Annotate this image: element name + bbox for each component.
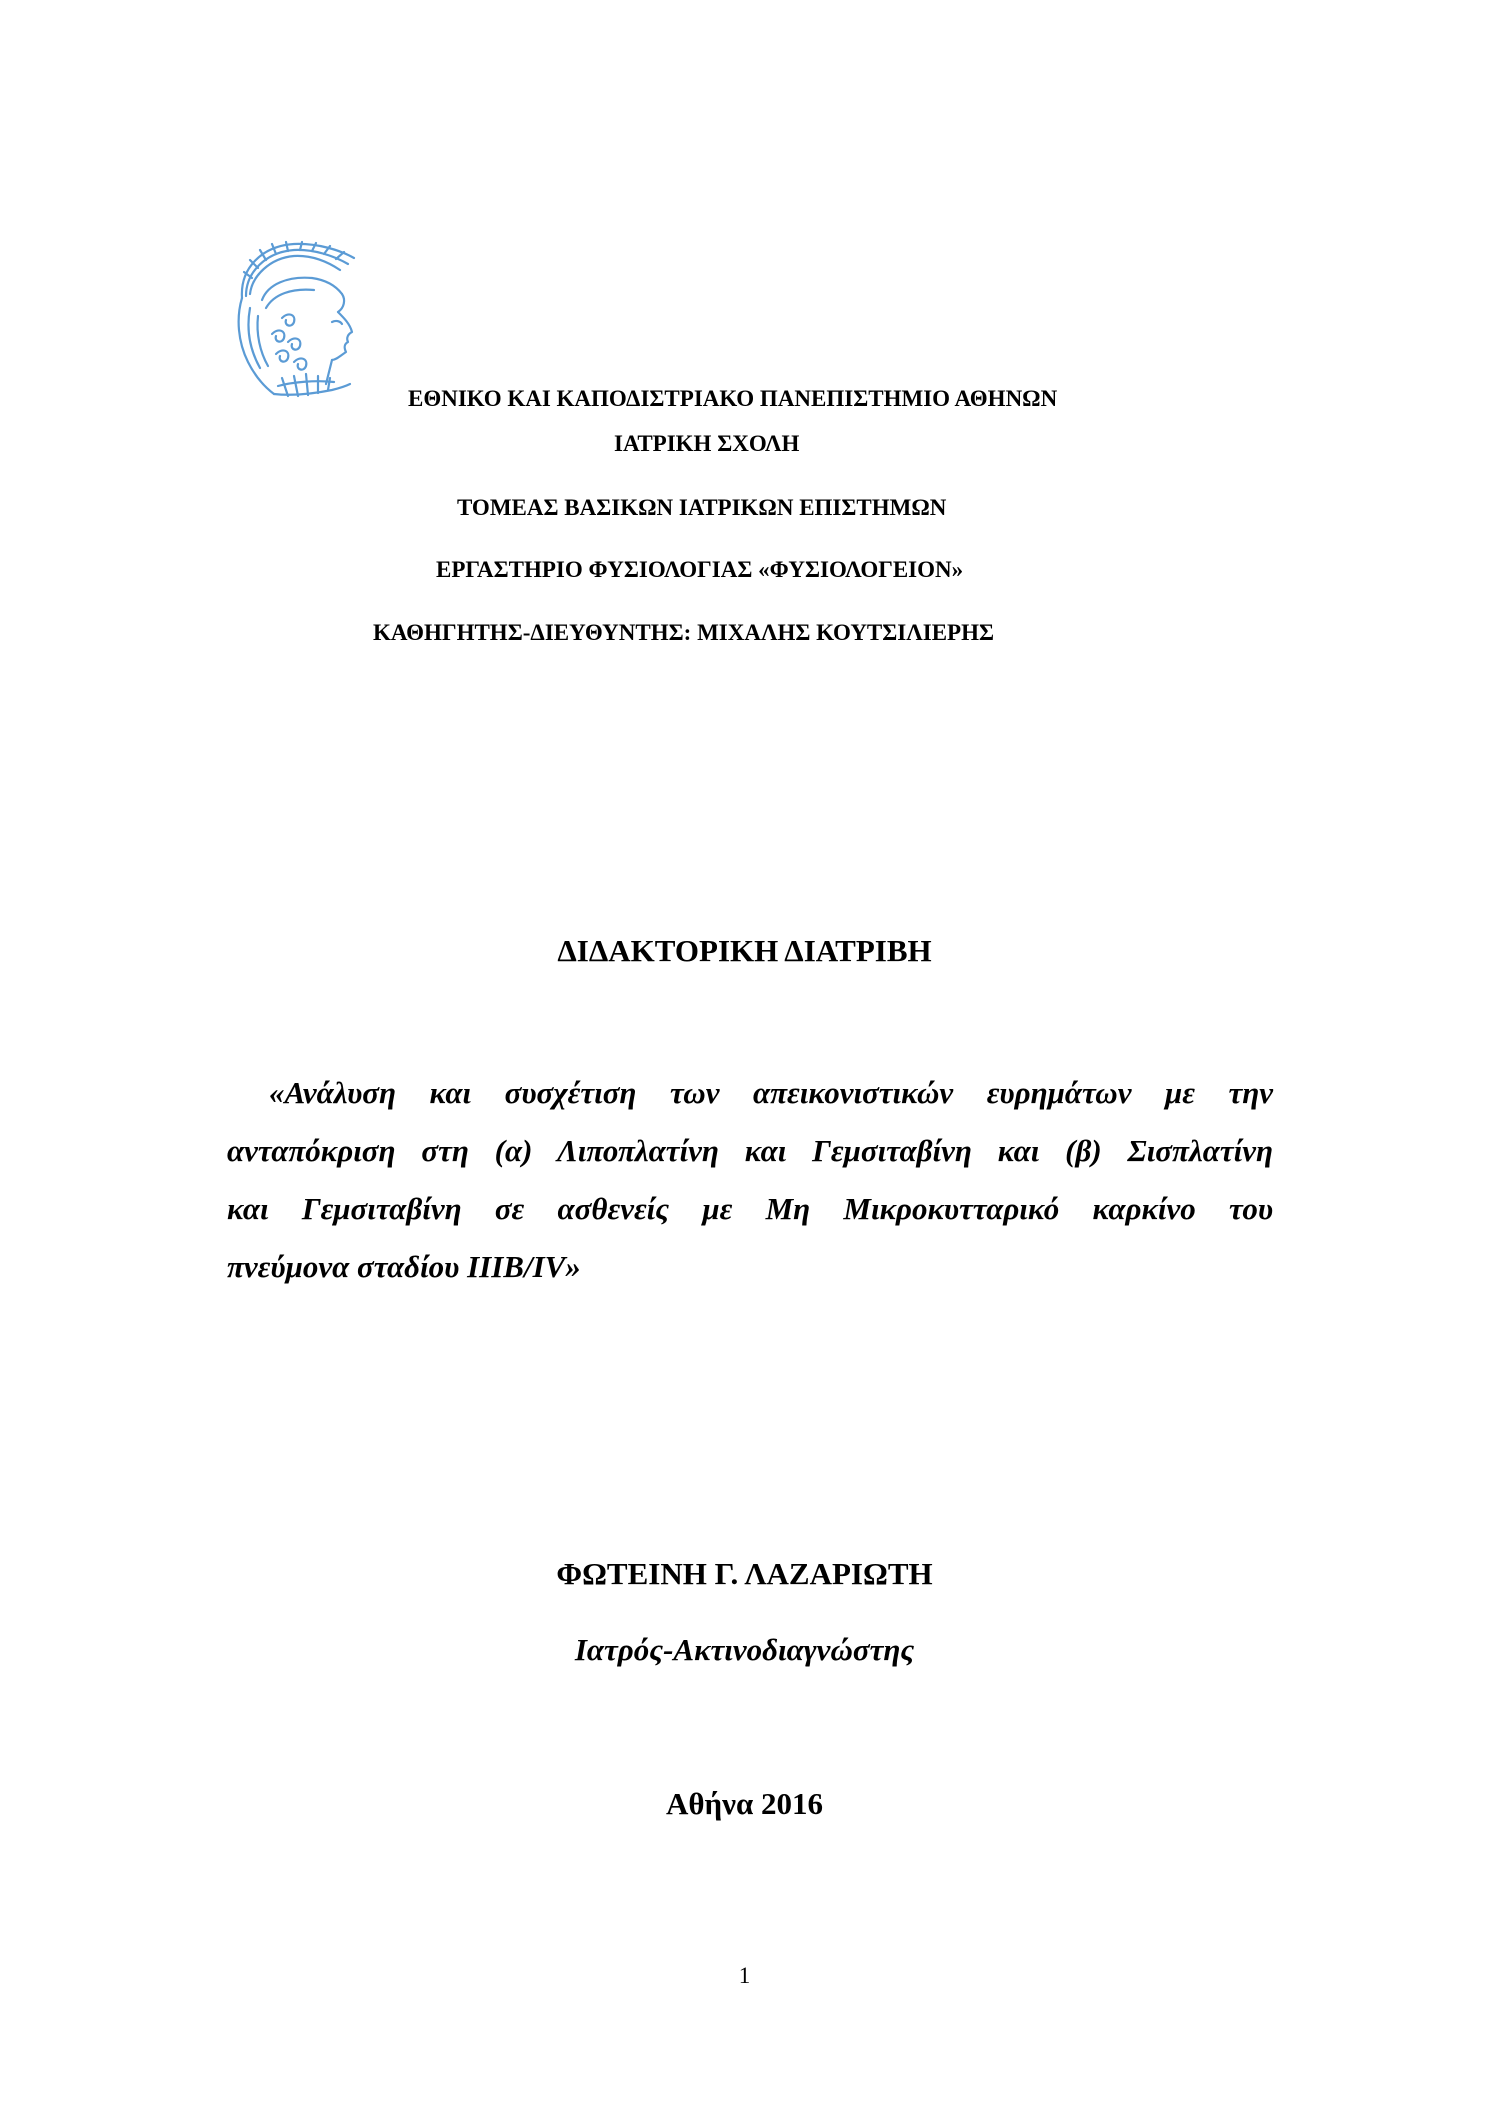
department-name: ΤΟΜΕΑΣ ΒΑΣΙΚΩΝ ΙΑΤΡΙΚΩΝ ΕΠΙΣΤΗΜΩΝ	[457, 495, 947, 520]
thesis-type-heading: ΔΙΔΑΚΤΟΡΙΚΗ ΔΙΑΤΡΙΒΗ	[557, 933, 932, 968]
thesis-title-line: πνεύμονα σταδίου ΙΙΙΒ/IV»	[227, 1249, 581, 1284]
thesis-title-line: «Ανάλυση και συσχέτιση των απεικονιστικών ευρημάτων με την	[269, 1075, 1273, 1110]
school-name: ΙΑΤΡΙΚΗ ΣΧΟΛΗ	[614, 431, 800, 456]
page-number: 1	[738, 1963, 751, 1988]
author-role: Ιατρός-Ακτινοδιαγνώστης	[574, 1632, 915, 1667]
thesis-title-line: ανταπόκριση στη (α) Λιποπλατίνη και Γεμσιταβίνη και (β) Σισπλατίνη	[227, 1133, 1273, 1168]
thesis-title	[227, 1064, 1273, 1296]
thesis-title-line: και Γεμσιταβίνη σε ασθενείς με Μη Μικροκυτταρικό καρκίνο του	[227, 1191, 1273, 1226]
university-name: ΕΘΝΙΚΟ ΚΑΙ ΚΑΠΟΔΙΣΤΡΙΑΚΟ ΠΑΝΕΠΙΣΤΗΜΙΟ ΑΘΗΝΩΝ	[408, 386, 1058, 411]
professor-director: ΚΑΘΗΓΗΤΗΣ-ΔΙΕΥΘΥΝΤΗΣ: ΜΙΧΑΛΗΣ ΚΟΥΤΣΙΛΙΕΡΗΣ	[373, 620, 995, 645]
laboratory-name: ΕΡΓΑΣΤΗΡΙΟ ΦΥΣΙΟΛΟΓΙΑΣ «ΦΥΣΙΟΛΟΓΕΙΟΝ»	[436, 557, 964, 582]
place-and-year: Αθήνα 2016	[665, 1786, 824, 1821]
author-name: ΦΩΤΕΙΝΗ Γ. ΛΑΖΑΡΙΩΤΗ	[556, 1556, 933, 1591]
athena-head-emblem-icon	[222, 238, 370, 403]
